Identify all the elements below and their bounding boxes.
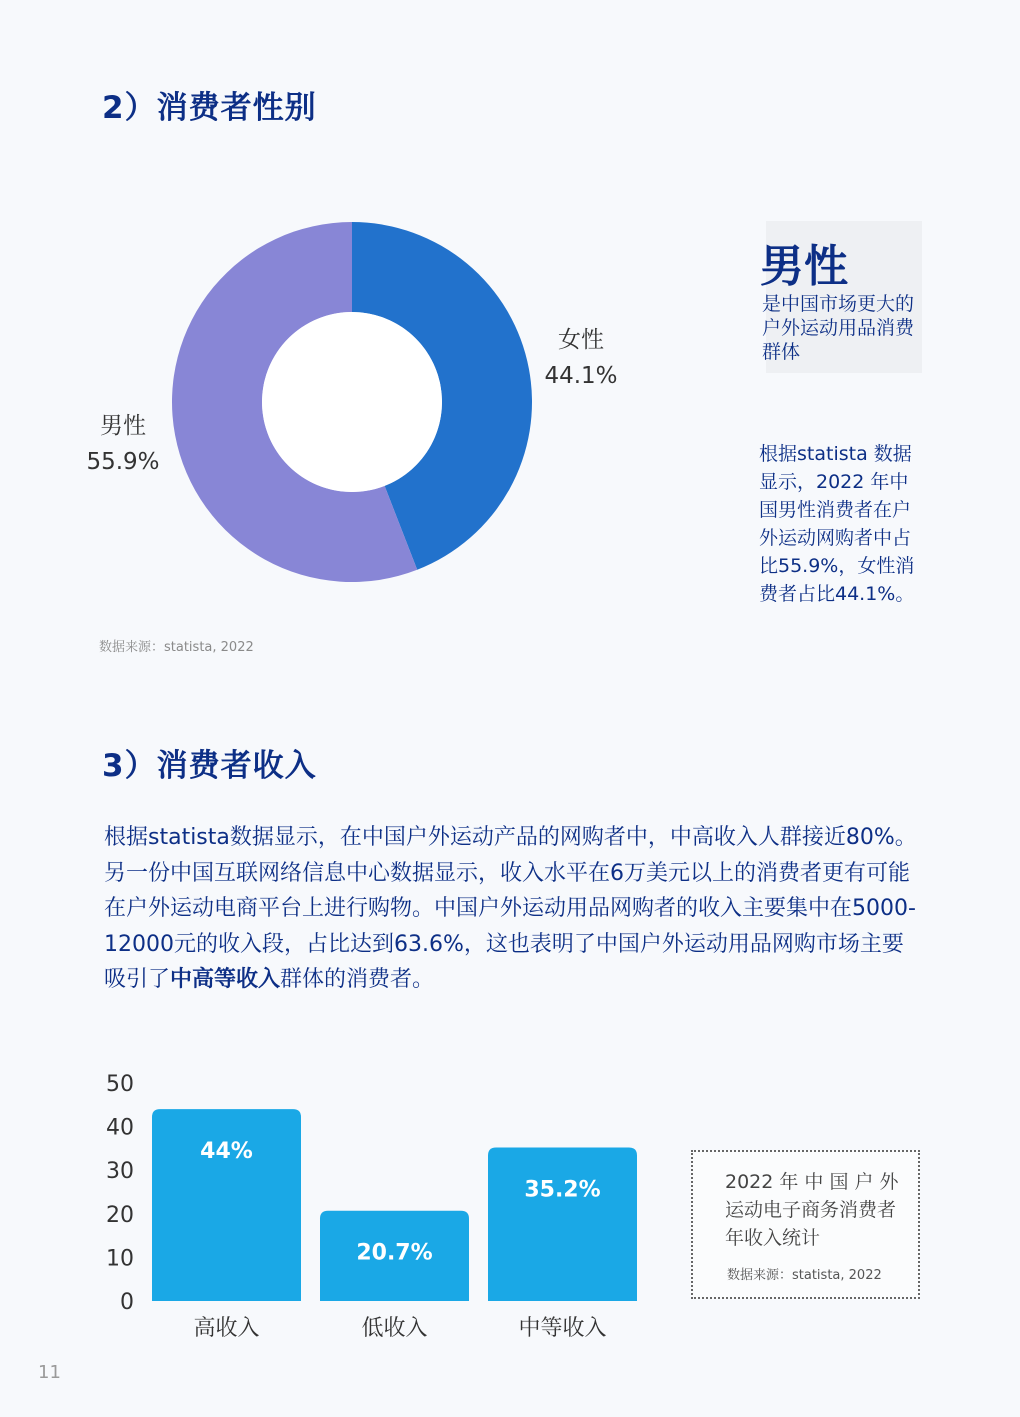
x-category-label: 中等收入 [518,1316,607,1341]
callout-title: 男性 [760,241,848,292]
bar-data-label: 44% [200,1139,253,1165]
chart-caption-title: 2022 年 中 国 户 外运动电子商务消费者年收入统计 [725,1171,899,1249]
x-category-label: 高收入 [193,1316,260,1341]
y-tick-label: 30 [106,1159,134,1185]
donut-hole [262,312,442,492]
y-tick-label: 20 [106,1202,134,1228]
section-title-gender: 2）消费者性别 [102,90,317,126]
gender-donut-chart [150,200,570,620]
chart-caption-source: 数据来源：statista, 2022 [727,1268,882,1283]
x-category-label: 低收入 [361,1316,428,1341]
y-tick-label: 0 [120,1290,134,1315]
income-paragraph [104,820,924,998]
section-title-income: 3）消费者收入 [102,748,317,784]
y-tick-label: 10 [106,1246,134,1272]
female-label-name: 女性 [558,327,604,353]
bar-1 [152,1109,301,1301]
bar-data-label: 20.7% [356,1240,433,1266]
paragraph-emphasis: 中高等收入 [170,967,281,992]
y-tick-label: 40 [106,1115,134,1141]
income-bar-chart [90,1060,660,1360]
bar-data-label: 35.2% [524,1177,601,1203]
callout-body: 是中国市场更大的户外运动用品消费群体 [762,293,915,363]
gender-side-text: 根据statista 数据显示，2022 年中国男性消费者在户外运动网购者中占比55.9%，女性消费者占比44.1%。 [759,443,915,605]
gender-data-source: 数据来源：statista, 2022 [99,640,254,655]
y-tick-label: 50 [106,1072,134,1097]
paragraph-text-end: 群体的消费者。 [280,967,435,992]
male-label-name: 男性 [100,413,146,439]
female-label-value: 44.1% [544,363,618,389]
page-number: 11 [38,1362,61,1383]
female-slice-label [538,322,624,394]
bar-3 [488,1148,637,1301]
paragraph-text: 根据statista数据显示，在中国户外运动产品的网购者中，中高收入人群接近80%。另一份中国互联网络信息中心数据显示，收入水平在6万美元以上的消费者更有可能在户外运动电商平台上进行购物。中国户外运动用品网购者的收入主要集中在5000-12000元的收入段，占比达到63.6%，这也表明了中国户外运动用品网购市场主要吸引了 [104,825,917,992]
male-label-value: 55.9% [86,449,160,475]
male-slice-label [80,408,166,480]
